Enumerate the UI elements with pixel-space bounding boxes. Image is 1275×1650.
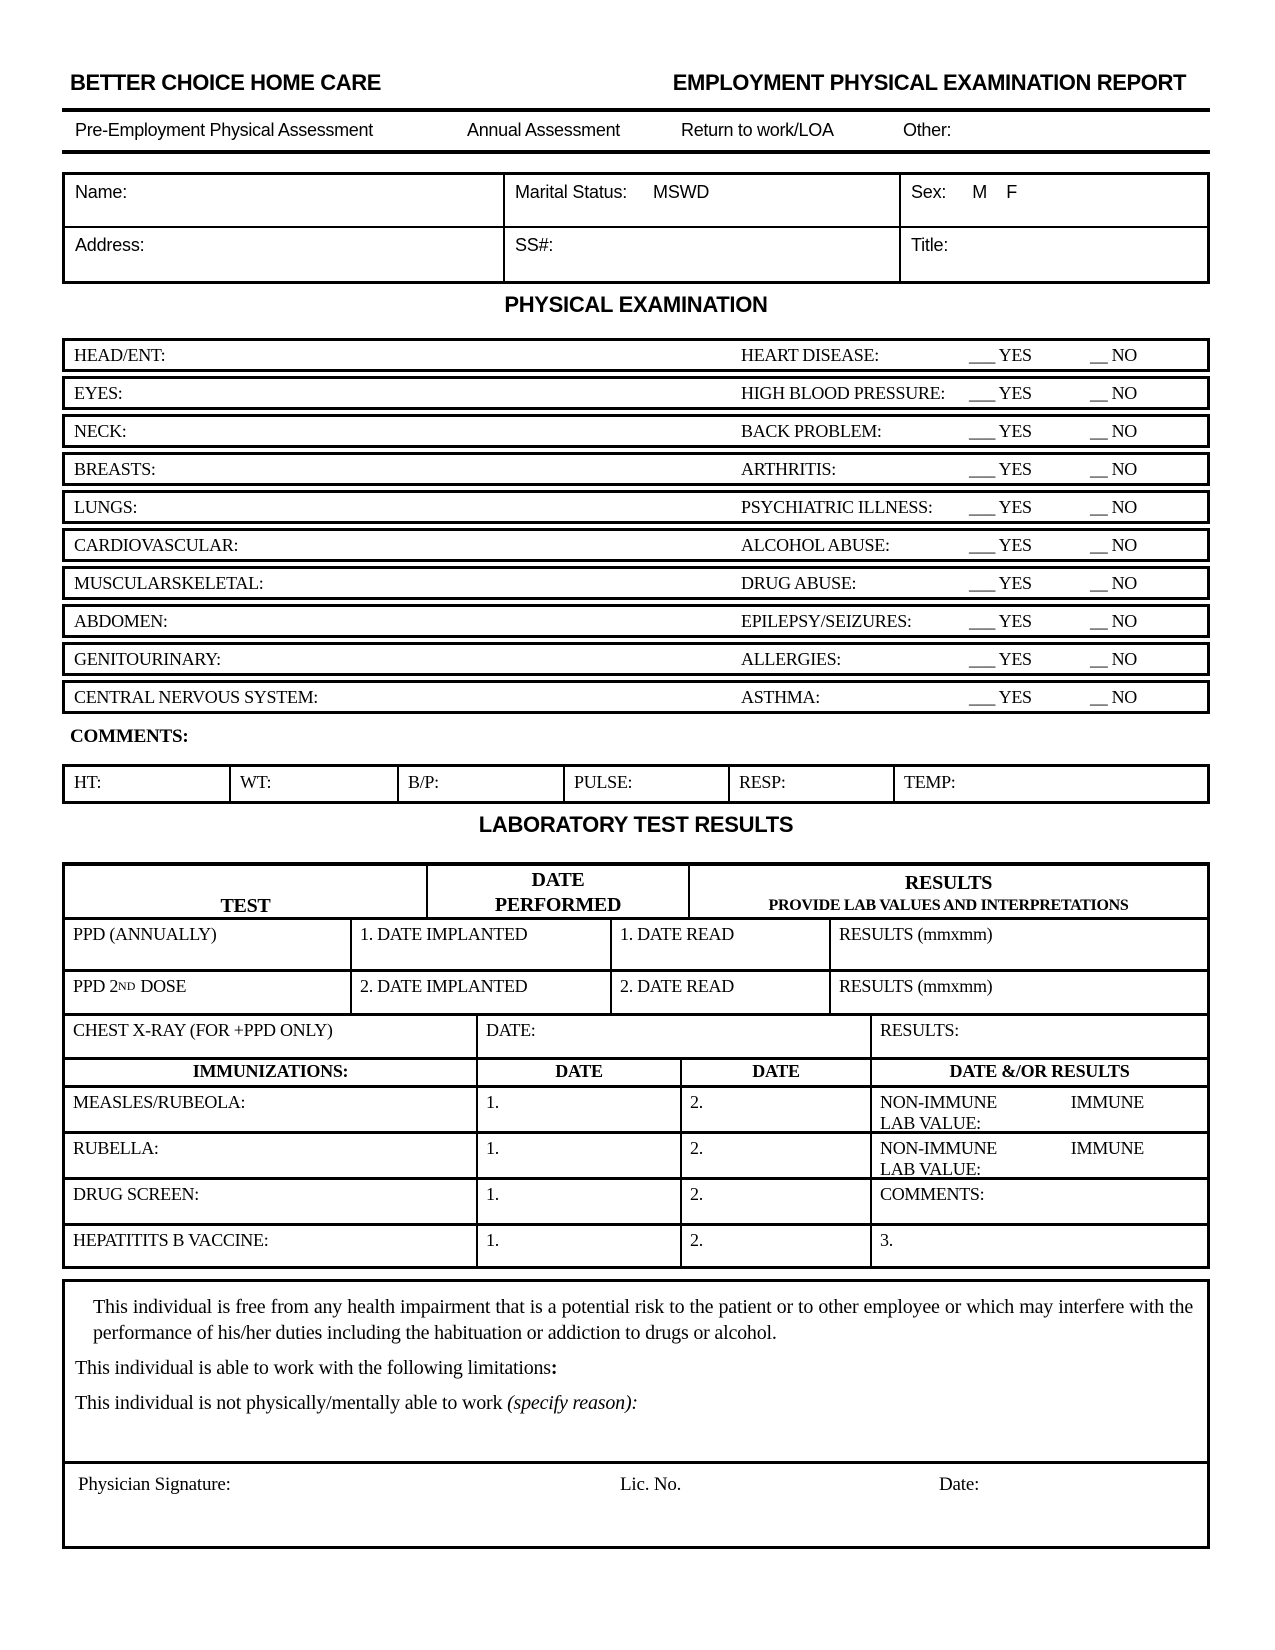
- vital-cell-wt[interactable]: [231, 767, 399, 801]
- ppd-second-date-implanted-cell[interactable]: 2. DATE IMPLANTED: [352, 972, 612, 1013]
- ppd-second-date-read-cell[interactable]: 2. DATE READ: [612, 972, 831, 1013]
- specify-reason-label: (specify reason):: [507, 1392, 638, 1414]
- yes-option[interactable]: ___ YES: [969, 572, 1032, 593]
- ssn-field-cell[interactable]: [505, 228, 901, 281]
- chest-xray-results-cell[interactable]: RESULTS:: [880, 1020, 959, 1040]
- yes-option[interactable]: ___ YES: [969, 686, 1032, 707]
- measles-label: MEASLES/RUBEOLA:: [65, 1088, 478, 1138]
- address-label: Address:: [75, 235, 145, 255]
- body-system-label: GENITOURINARY:: [74, 648, 221, 669]
- address-field-cell[interactable]: [65, 228, 505, 281]
- yes-option[interactable]: ___ YES: [969, 534, 1032, 555]
- no-option[interactable]: __ NO: [1090, 534, 1137, 555]
- body-system-label: ABDOMEN:: [74, 610, 168, 631]
- condition-label: HEART DISEASE:: [741, 344, 879, 365]
- body-system-label: EYES:: [74, 382, 123, 403]
- immunizations-results-header: DATE &/OR RESULTS: [949, 1061, 1130, 1081]
- non-immune-option[interactable]: NON-IMMUNE: [880, 1138, 997, 1158]
- non-immune-option[interactable]: NON-IMMUNE: [880, 1092, 997, 1112]
- vital-label: PULSE:: [574, 772, 633, 792]
- assessment-divider: [62, 150, 1210, 154]
- assessment-option-annual[interactable]: Annual Assessment: [467, 120, 620, 140]
- chest-xray-row: [65, 1016, 1207, 1060]
- no-option[interactable]: __ NO: [1090, 572, 1137, 593]
- drug-screen-date2-cell[interactable]: 2.: [682, 1180, 872, 1223]
- assessment-option-pre-employment[interactable]: Pre-Employment Physical Assessment: [75, 120, 373, 140]
- vital-cell-pulse[interactable]: [565, 767, 730, 801]
- exam-row-genitourinary[interactable]: [62, 642, 1210, 676]
- hepatitis-b-date1-cell[interactable]: 1.: [478, 1226, 682, 1266]
- immune-option[interactable]: IMMUNE: [1070, 1092, 1144, 1112]
- no-option[interactable]: __ NO: [1090, 420, 1137, 441]
- yes-option[interactable]: ___ YES: [969, 648, 1032, 669]
- physical-examination-heading: PHYSICAL EXAMINATION: [504, 292, 768, 317]
- immune-option[interactable]: IMMUNE: [1070, 1138, 1144, 1158]
- form-header: [62, 70, 1210, 96]
- exam-row-neck[interactable]: [62, 414, 1210, 448]
- signature-date-label: Date:: [939, 1474, 980, 1495]
- name-label: Name:: [75, 182, 128, 202]
- ssn-label: SS#:: [515, 235, 554, 255]
- ppd-second-dose-row: [65, 972, 1207, 1016]
- date-performed-column-header: DATE PERFORMED: [428, 866, 690, 920]
- form-content: [62, 0, 1210, 1549]
- certification-statement[interactable]: [65, 1282, 1207, 1464]
- rubella-label: RUBELLA:: [65, 1134, 478, 1184]
- no-option[interactable]: __ NO: [1090, 610, 1137, 631]
- lab-header-row: [65, 866, 1207, 920]
- condition-label: BACK PROBLEM:: [741, 420, 882, 441]
- hepatitis-b-row: [65, 1226, 1207, 1266]
- condition-label: HIGH BLOOD PRESSURE:: [741, 382, 946, 403]
- chest-xray-test-label: CHEST X-RAY (FOR +PPD ONLY): [65, 1016, 478, 1057]
- exam-row-cardiovascular[interactable]: [62, 528, 1210, 562]
- measles-date2-cell[interactable]: 2.: [682, 1088, 872, 1138]
- identity-table: [62, 172, 1210, 284]
- vital-cell-bp[interactable]: [399, 767, 565, 801]
- measles-rubeola-row: [65, 1088, 1207, 1134]
- body-system-label: BREASTS:: [74, 458, 156, 479]
- name-field-cell[interactable]: [65, 175, 505, 228]
- exam-row-muscularskeletal[interactable]: [62, 566, 1210, 600]
- hepatitis-b-label: HEPATITITS B VACCINE:: [65, 1226, 478, 1266]
- body-system-label: CENTRAL NERVOUS SYSTEM:: [74, 686, 319, 707]
- no-option[interactable]: __ NO: [1090, 686, 1137, 707]
- assessment-type-row: [62, 112, 1210, 150]
- condition-label: ASTHMA:: [741, 686, 820, 707]
- ppd-annual-test-label: PPD (ANNUALLY): [65, 920, 352, 969]
- yes-option[interactable]: ___ YES: [969, 344, 1032, 365]
- immunizations-date1-header: DATE: [478, 1060, 682, 1085]
- immunizations-title: IMMUNIZATIONS:: [65, 1060, 478, 1085]
- rubella-date1-cell[interactable]: 1.: [478, 1134, 682, 1184]
- condition-label: ARTHRITIS:: [741, 458, 836, 479]
- sex-label: Sex:: [911, 182, 947, 202]
- company-name: BETTER CHOICE HOME CARE: [70, 70, 382, 95]
- condition-label: EPILEPSY/SEIZURES:: [741, 610, 912, 631]
- drug-screen-comments-cell[interactable]: COMMENTS:: [880, 1184, 985, 1204]
- title-field-cell[interactable]: [901, 228, 1207, 281]
- signature-row[interactable]: [65, 1464, 1207, 1546]
- physical-exam-table: [62, 338, 1210, 714]
- exam-row-central-nervous-system[interactable]: [62, 680, 1210, 714]
- yes-option[interactable]: ___ YES: [969, 496, 1032, 517]
- yes-option[interactable]: ___ YES: [969, 610, 1032, 631]
- vital-label: TEMP:: [904, 772, 956, 792]
- ppd-second-results-cell[interactable]: RESULTS (mmxmm): [839, 976, 993, 996]
- lab-table: [62, 862, 1210, 1269]
- ppd-second-dose-test-label: PPD 2ND DOSE: [65, 972, 352, 1013]
- measles-results-cell[interactable]: [872, 1088, 1207, 1138]
- ppd-annual-date-implanted-cell[interactable]: 1. DATE IMPLANTED: [352, 920, 612, 969]
- chest-xray-date-cell[interactable]: DATE:: [478, 1016, 872, 1057]
- vital-label: RESP:: [739, 772, 786, 792]
- body-system-label: NECK:: [74, 420, 127, 441]
- assessment-option-return-to-work[interactable]: Return to work/LOA: [681, 120, 834, 140]
- limitations-statement: This individual is able to work with the following limitations:: [75, 1357, 558, 1379]
- measles-date1-cell[interactable]: 1.: [478, 1088, 682, 1138]
- sex-options[interactable]: M F: [972, 182, 1018, 202]
- no-option[interactable]: __ NO: [1090, 344, 1137, 365]
- sex-field-cell[interactable]: [901, 175, 1207, 228]
- rubella-date2-cell[interactable]: 2.: [682, 1134, 872, 1184]
- test-column-header: TEST: [65, 866, 428, 920]
- lab-results-heading: LABORATORY TEST RESULTS: [478, 812, 794, 837]
- no-option[interactable]: __ NO: [1090, 648, 1137, 669]
- yes-option[interactable]: ___ YES: [969, 420, 1032, 441]
- vital-cell-resp[interactable]: [730, 767, 895, 801]
- exam-row-breasts[interactable]: [62, 452, 1210, 486]
- vital-label: HT:: [74, 772, 102, 792]
- drug-screen-date1-cell[interactable]: 1.: [478, 1180, 682, 1223]
- ppd-annual-results-cell[interactable]: RESULTS (mmxmm): [839, 924, 993, 944]
- no-option[interactable]: __ NO: [1090, 382, 1137, 403]
- physician-signature-label: Physician Signature:: [78, 1474, 231, 1495]
- ppd-annual-date-read-cell[interactable]: 1. DATE READ: [612, 920, 831, 969]
- body-system-label: HEAD/ENT:: [74, 344, 166, 365]
- yes-option[interactable]: ___ YES: [969, 382, 1032, 403]
- certification-box: [62, 1279, 1210, 1549]
- drug-screen-row: [65, 1180, 1207, 1226]
- not-able-statement: This individual is not physically/mentally able to work (specify reason):: [75, 1392, 638, 1414]
- exam-row-head-ent[interactable]: [62, 338, 1210, 372]
- body-system-label: CARDIOVASCULAR:: [74, 534, 239, 555]
- condition-label: ALCOHOL ABUSE:: [741, 534, 890, 555]
- vital-cell-ht[interactable]: [65, 767, 231, 801]
- lab-value-label[interactable]: LAB VALUE:: [880, 1159, 981, 1179]
- drug-screen-label: DRUG SCREEN:: [65, 1180, 478, 1223]
- marital-status-field-cell[interactable]: [505, 175, 901, 228]
- condition-label: DRUG ABUSE:: [741, 572, 857, 593]
- vitals-table: [62, 764, 1210, 804]
- hepatitis-b-date2-cell[interactable]: 2.: [682, 1226, 872, 1266]
- exam-row-lungs[interactable]: [62, 490, 1210, 524]
- condition-label: PSYCHIATRIC ILLNESS:: [741, 496, 933, 517]
- vital-label: B/P:: [408, 772, 439, 792]
- rubella-row: [65, 1134, 1207, 1180]
- rubella-results-cell[interactable]: [872, 1134, 1207, 1184]
- license-number-label: Lic. No.: [620, 1474, 682, 1495]
- marital-status-label: Marital Status:: [515, 182, 628, 202]
- title-label: Title:: [911, 235, 949, 255]
- report-title: EMPLOYMENT PHYSICAL EXAMINATION REPORT: [672, 70, 1186, 95]
- marital-status-options[interactable]: MSWD: [653, 182, 710, 202]
- immunizations-header-row: [65, 1060, 1207, 1088]
- immunizations-date2-header: DATE: [682, 1060, 872, 1085]
- no-option[interactable]: __ NO: [1090, 458, 1137, 479]
- ppd-annual-row: [65, 920, 1207, 972]
- assessment-option-other[interactable]: Other:: [903, 120, 952, 140]
- exam-row-eyes[interactable]: [62, 376, 1210, 410]
- yes-option[interactable]: ___ YES: [969, 458, 1032, 479]
- condition-label: ALLERGIES:: [741, 648, 841, 669]
- vital-label: WT:: [240, 772, 272, 792]
- results-column-header: RESULTS PROVIDE LAB VALUES AND INTERPRETATIONS: [768, 871, 1129, 914]
- body-system-label: LUNGS:: [74, 496, 138, 517]
- no-option[interactable]: __ NO: [1090, 496, 1137, 517]
- exam-row-abdomen[interactable]: [62, 604, 1210, 638]
- body-system-label: MUSCULARSKELETAL:: [74, 572, 264, 593]
- vital-cell-temp[interactable]: [895, 767, 1207, 801]
- lab-value-label[interactable]: LAB VALUE:: [880, 1113, 981, 1133]
- hepatitis-b-date3-cell[interactable]: 3.: [880, 1230, 893, 1250]
- health-impairment-statement: This individual is free from any health impairment that is a potential risk to the patient or to other employee or which may interfere with the performance of his/her duties including the habituation or addiction to drugs or alcohol.: [93, 1296, 1193, 1344]
- comments-label: COMMENTS:: [70, 726, 189, 747]
